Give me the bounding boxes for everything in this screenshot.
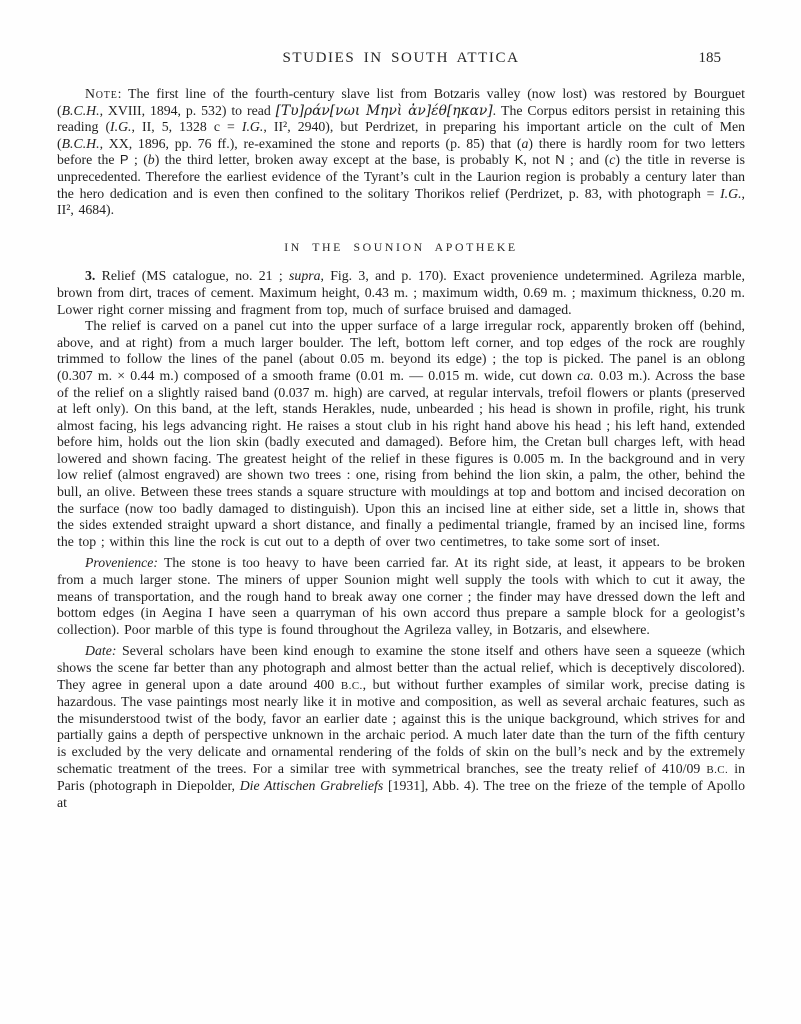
- text-run: ; (: [128, 152, 148, 168]
- text-run: B.C.: [340, 679, 363, 692]
- text-run: Date:: [85, 643, 117, 659]
- text-run: ) the third letter, broken away except at the base, is probably: [154, 152, 515, 168]
- text-run: Provenience:: [85, 555, 159, 571]
- text-run: a: [521, 135, 529, 151]
- text-run: , Fig. 3, and p. 170). Exact provenience undetermined. Agrileza marble, brown from dirt, traces of cement. Maximum height, 0.43 m. ; maximum width, 0.69 m. ; maximum thickness, 0.20 m. Lower right corner missing and fragment from top, much of surface bruised and damaged.: [57, 268, 745, 317]
- text-run: ) the title in reverse is unprecedented. Therefore the earliest evidence of the Tyrant’s cult in the Laurion region is probably a century later than the hero dedication and is even then confined to the solitary Thorikos relief (Perdrizet, p. 83, with photograph =: [57, 152, 745, 201]
- text-run: : The first line of the fourth-century slave list from Botzaris valley (now lost) was restored by Bourguet (: [57, 86, 745, 118]
- paragraph: [57, 86, 745, 219]
- paragraph: [57, 555, 745, 638]
- page-body: [57, 86, 745, 811]
- text-run: ; and (: [564, 152, 610, 168]
- text-run: ) there is hardly room for two letters before the: [57, 135, 745, 168]
- text-run: B.C.H.: [61, 102, 100, 118]
- text-run: supra: [289, 268, 321, 284]
- text-run: [1931], Abb. 4). The tree on the frieze of the temple of Apollo at: [57, 778, 746, 810]
- text-run: Die Attischen Grabreliefs: [239, 778, 384, 794]
- text-run: N: [555, 152, 565, 168]
- text-run: , not: [523, 152, 556, 168]
- text-run: b: [147, 152, 155, 168]
- text-run: , II², 4684).: [57, 185, 745, 218]
- text-run: I.G.: [241, 119, 264, 135]
- text-run: Relief (MS catalogue, no. 21 ;: [95, 268, 290, 284]
- text-run: K: [514, 152, 524, 168]
- text-run: , XVIII, 1894, p. 532) to read: [99, 102, 276, 118]
- text-run: The stone is too heavy to have been carried far. At its right side, at least, it appears to be broken from a much larger stone. The miners of upper Sounion might well supply the tools with which to cut it away, the means of transportation, and the rough hand to break away one corner ; the finder may have dressed down the left and bottom edges (in Aegina I have seen a quarryman of his own accord thus prepare a sample block for a geologist’s collection). Poor marble of this type is found throughout the Agrileza valley, in Botzaris, and elsewhere.: [57, 555, 745, 637]
- text-run: , II, 5, 1328 c =: [131, 119, 242, 135]
- text-run: B.C.H.: [61, 135, 100, 151]
- text-run: I.G.: [110, 119, 132, 135]
- text-run: , but without further examples of similar work, precise dating is hazardous. The vase paintings most nearly like it in motive and composition, as well as several archaic features, such as the misunderstood twist of the body, favor an earlier date ; against this is the unique background, which strives for and partially gains a depth of perspective unknown in the archaic period. A much later date than the turn of the fifth century is excluded by the very delicate and ornamental rendering of the folds of skin on the bull’s neck and by the extremely schematic treatment of the trees. For a similar tree with symmetrical branches, see the treaty relief of 410/09: [57, 676, 745, 776]
- text-run: . The Corpus editors persist in retaining this reading (: [57, 102, 745, 135]
- text-run: 3.: [85, 268, 96, 284]
- text-run: I.G.: [720, 185, 742, 201]
- paragraph: [57, 318, 745, 550]
- text-run: ca.: [577, 367, 594, 383]
- text-run: B.C.: [706, 763, 729, 776]
- text-run: P: [119, 152, 129, 168]
- paragraph: [57, 268, 745, 318]
- text-run: 0.03 m.). Across the base of the relief on a slightly raised band (0.037 m. high) are carved, at regular intervals, trefoil flowers or plants (preserved at left only). On this band, at the left, stands Herakles, nude, unbearded ; his head is shown in profile, right, his trunk almost facing, his legs advancing right. He raises a stout club in his right hand above his head ; his left hand, extended before him, holds out the lion skin (badly executed and damaged). Before him, the Cretan bull charges left, with head lowered and shown facing. The greatest height of the relief in these figures is 0.005 m. In the background and in very low relief (almost engraved) are shown two trees : one, rising from behind the lion skin, a palm, the other, behind the bull, an olive. Between these trees stands a square structure with mouldings at top and bottom and incised decoration on the surface (now too badly damaged to distinguish). Upon this an incised line at either side, set a little in, shows that the sides extended straight upward a short distance, and finally a pedimental triangle, framed by an incised line, forms the top ; within this line the rock is cut out to a depth of over two centimetres, to take some sort of inset.: [57, 367, 745, 549]
- paragraph: [57, 643, 745, 811]
- text-run: [Τυ]ράν[νωι Μηνὶ ἀν]έθ[ηκαν]: [275, 102, 493, 119]
- text-run: c: [609, 152, 616, 168]
- running-head: [57, 50, 745, 72]
- page-number: 185: [698, 50, 721, 66]
- section-heading: IN THE SOUNION APOTHEKE: [284, 239, 518, 254]
- text-run: Several scholars have been kind enough to examine the stone itself and others have seen a squeeze (which shows the scene far better than any photograph and almost better than the actual relief, which is deceptively discolored). They agree in general upon a date around 400: [57, 643, 745, 692]
- text-run: Note: [85, 86, 118, 101]
- text-run: The relief is carved on a panel cut into the upper surface of a large irregular rock, apparently broken off (behind, above, and at right) from a much larger boulder. The left, bottom left corner, and top edges of the rock are roughly trimmed to follow the lines of the panel (about 0.05 m. beyond its edge) ; the top is picked. The panel is an oblong (0.307 m. × 0.44 m.) composed of a smooth frame (0.01 m. — 0.015 m. wide, cut down: [57, 318, 745, 383]
- text-run: , II², 2940), but Perdrizet, in preparing his important article on the cult of Men (: [57, 119, 745, 151]
- running-head-title: STUDIES IN SOUTH ATTICA: [282, 50, 520, 66]
- text-run: in Paris (photograph in Diepolder,: [57, 760, 745, 794]
- text-run: , XX, 1896, pp. 76 ff.), re-examined the stone and reports (p. 85) that (: [99, 135, 522, 151]
